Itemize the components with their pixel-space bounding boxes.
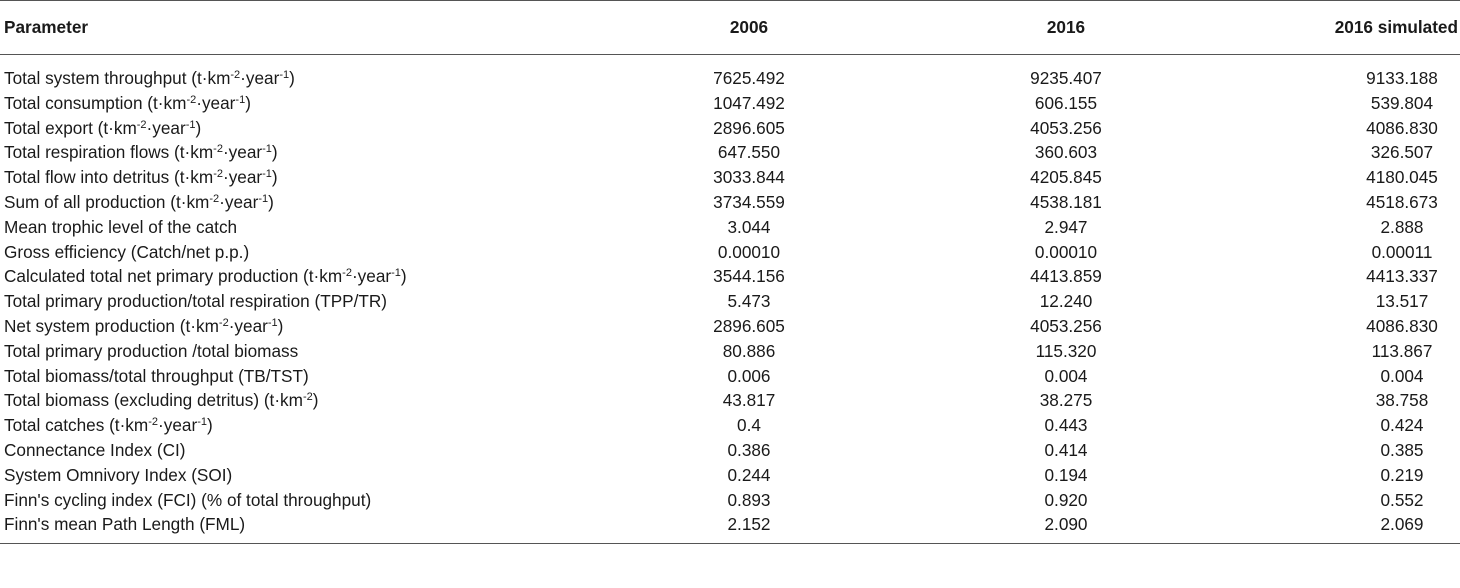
value-2016-simulated-cell: 13.517	[1375, 291, 1429, 312]
table-row	[0, 264, 1460, 289]
parameter-cell: Gross efficiency (Catch/net p.p.)	[4, 241, 250, 262]
parameter-cell: Total catches $(t\cdot km^{-2}\cdot year^{-1})$	[4, 415, 213, 436]
value-2006-cell: 1047.492	[713, 92, 785, 113]
parameter-cell: Mean trophic level of the catch	[4, 216, 238, 237]
value-2016-cell: 4205.845	[1030, 167, 1102, 188]
header-2016: 2016	[860, 1, 1160, 55]
parameter-cell: Calculated total net primary production $(t\cdot km^{-2}\cdot year^{-1})$	[4, 266, 407, 287]
value-2016-simulated-cell: 4180.045	[1366, 167, 1438, 188]
parameter-cell: Total consumption $(t\cdot km^{-2}\cdot year^{-1})$	[4, 92, 251, 113]
value-2006-cell: 0.00010	[717, 241, 781, 262]
value-2016-simulated-cell: 539.804	[1370, 92, 1434, 113]
value-2016-simulated-cell: 0.00011	[1371, 241, 1433, 262]
parameter-cell: Sum of all production $(t\cdot km^{-2}\cdot year^{-1})$	[4, 191, 274, 212]
parameter-cell: Total export $(t\cdot km^{-2}\cdot year^{-1})$	[4, 117, 202, 138]
parameter-cell: Net system production $(t\cdot km^{-2}\cdot year^{-1})$	[4, 315, 284, 336]
parameter-cell: Finn's mean Path Length (FML)	[0, 512, 560, 543]
value-2006-cell: 0.386	[727, 439, 771, 460]
header-2016-simulated: 2016 simulated	[1160, 1, 1460, 55]
value-2016-cell: 0.920	[1044, 489, 1088, 510]
value-2016-cell: 4538.181	[1030, 191, 1102, 212]
value-2006-cell: 0.4	[737, 415, 761, 436]
table-row	[0, 140, 1460, 165]
table-row	[0, 116, 1460, 141]
parameter-cell: System Omnivory Index (SOI)	[4, 464, 233, 485]
value-2006-cell: 7625.492	[713, 68, 785, 88]
value-2006-cell: 3033.844	[713, 167, 785, 188]
value-2016-simulated-cell: 9133.188	[1366, 68, 1438, 88]
value-2006-cell: 43.817	[722, 390, 776, 411]
value-2006-cell: 0.244	[727, 464, 771, 485]
value-2016-simulated-cell: 326.507	[1370, 142, 1434, 163]
value-2016-cell: 2.947	[1044, 216, 1088, 237]
value-2016-simulated-cell: 38.758	[1375, 390, 1429, 411]
parameter-cell: Total respiration flows $(t\cdot km^{-2}\cdot year^{-1})$	[4, 142, 278, 163]
parameter-cell: Total primary production/total respiration (TPP/TR)	[4, 291, 388, 312]
value-2016-simulated-cell: 2.888	[1380, 216, 1424, 237]
table-row	[0, 215, 1460, 240]
value-2016-cell: 0.414	[1044, 439, 1088, 460]
value-2016-cell: 606.155	[1034, 92, 1098, 113]
parameter-cell: Total biomass (excluding detritus) $(t\cdot km^{-2})$	[4, 390, 319, 411]
value-2016-cell: 4413.859	[1030, 266, 1102, 287]
value-2016-cell: 12.240	[1039, 291, 1093, 312]
value-2006-cell: 647.550	[717, 142, 781, 163]
table-row	[0, 488, 1460, 513]
value-2016-cell: 4053.256	[1030, 315, 1102, 336]
value-2016-simulated-cell: 0.385	[1380, 439, 1424, 460]
value-2016-cell: 0.004	[1044, 365, 1088, 386]
table-row	[0, 190, 1460, 215]
value-2016-cell: 360.603	[1034, 142, 1098, 163]
value-2006-cell: 2.152	[560, 512, 860, 543]
value-2016-cell: 38.275	[1039, 390, 1093, 411]
value-2016-simulated-cell: 0.552	[1380, 489, 1424, 510]
value-2016-simulated-cell: 4518.673	[1366, 191, 1438, 212]
value-2006-cell: 2896.605	[713, 315, 785, 336]
value-2006-cell: 5.473	[727, 291, 771, 312]
table-row	[0, 91, 1460, 116]
value-2016-simulated-cell: 0.219	[1380, 464, 1424, 485]
table-row	[0, 388, 1460, 413]
value-2016-cell: 9235.407	[1030, 68, 1102, 88]
value-2016-cell: 4053.256	[1030, 117, 1102, 138]
table-row	[0, 289, 1460, 314]
value-2016-simulated-cell: 0.004	[1380, 365, 1424, 386]
parameter-cell: Finn's cycling index (FCI) (% of total throughput)	[4, 489, 372, 510]
table-row	[0, 438, 1460, 463]
table-row	[0, 240, 1460, 265]
table-row	[0, 55, 1460, 91]
table-row	[0, 512, 1460, 543]
value-2006-cell: 2896.605	[713, 117, 785, 138]
value-2006-cell: 3734.559	[713, 191, 785, 212]
parameter-cell: Total flow into detritus $(t\cdot km^{-2}\cdot year^{-1})$	[4, 167, 278, 188]
value-2006-cell: 3.044	[727, 216, 771, 237]
value-2006-cell: 0.006	[727, 365, 771, 386]
table-row	[0, 339, 1460, 364]
value-2016-simulated-cell: 113.867	[1371, 340, 1433, 361]
parameter-cell: Total biomass/total throughput (TB/TST)	[4, 365, 309, 386]
value-2016-simulated-cell: 4086.830	[1366, 117, 1438, 138]
table-row	[0, 165, 1460, 190]
value-2016-cell: 0.443	[1044, 415, 1088, 436]
header-2006: 2006	[560, 1, 860, 55]
table-row	[0, 413, 1460, 438]
parameter-cell: Connectance Index (CI)	[4, 439, 186, 460]
value-2006-cell: 3544.156	[713, 266, 785, 287]
table-body	[0, 55, 1460, 544]
value-2006-cell: 0.893	[727, 489, 771, 510]
value-2016-cell: 115.320	[1035, 340, 1097, 361]
value-2016-simulated-cell: 4086.830	[1366, 315, 1438, 336]
header-parameter: Parameter	[0, 1, 560, 55]
value-2016-simulated-cell: 0.424	[1380, 415, 1424, 436]
parameter-cell: Total primary production /total biomass	[4, 340, 299, 361]
value-2016-simulated-cell: 2.069	[1160, 512, 1460, 543]
value-2016-simulated-cell: 4413.337	[1366, 266, 1438, 287]
table-row	[0, 314, 1460, 339]
value-2006-cell: 80.886	[722, 340, 776, 361]
parameter-cell: Total system throughput $(t\cdot km^{-2}\cdot year^{-1})$	[4, 68, 295, 88]
value-2016-cell: 0.194	[1044, 464, 1088, 485]
table-row	[0, 463, 1460, 488]
table-header-row	[0, 1, 1460, 55]
value-2016-cell: 2.090	[860, 512, 1160, 543]
table-row	[0, 364, 1460, 389]
value-2016-cell: 0.00010	[1034, 241, 1098, 262]
